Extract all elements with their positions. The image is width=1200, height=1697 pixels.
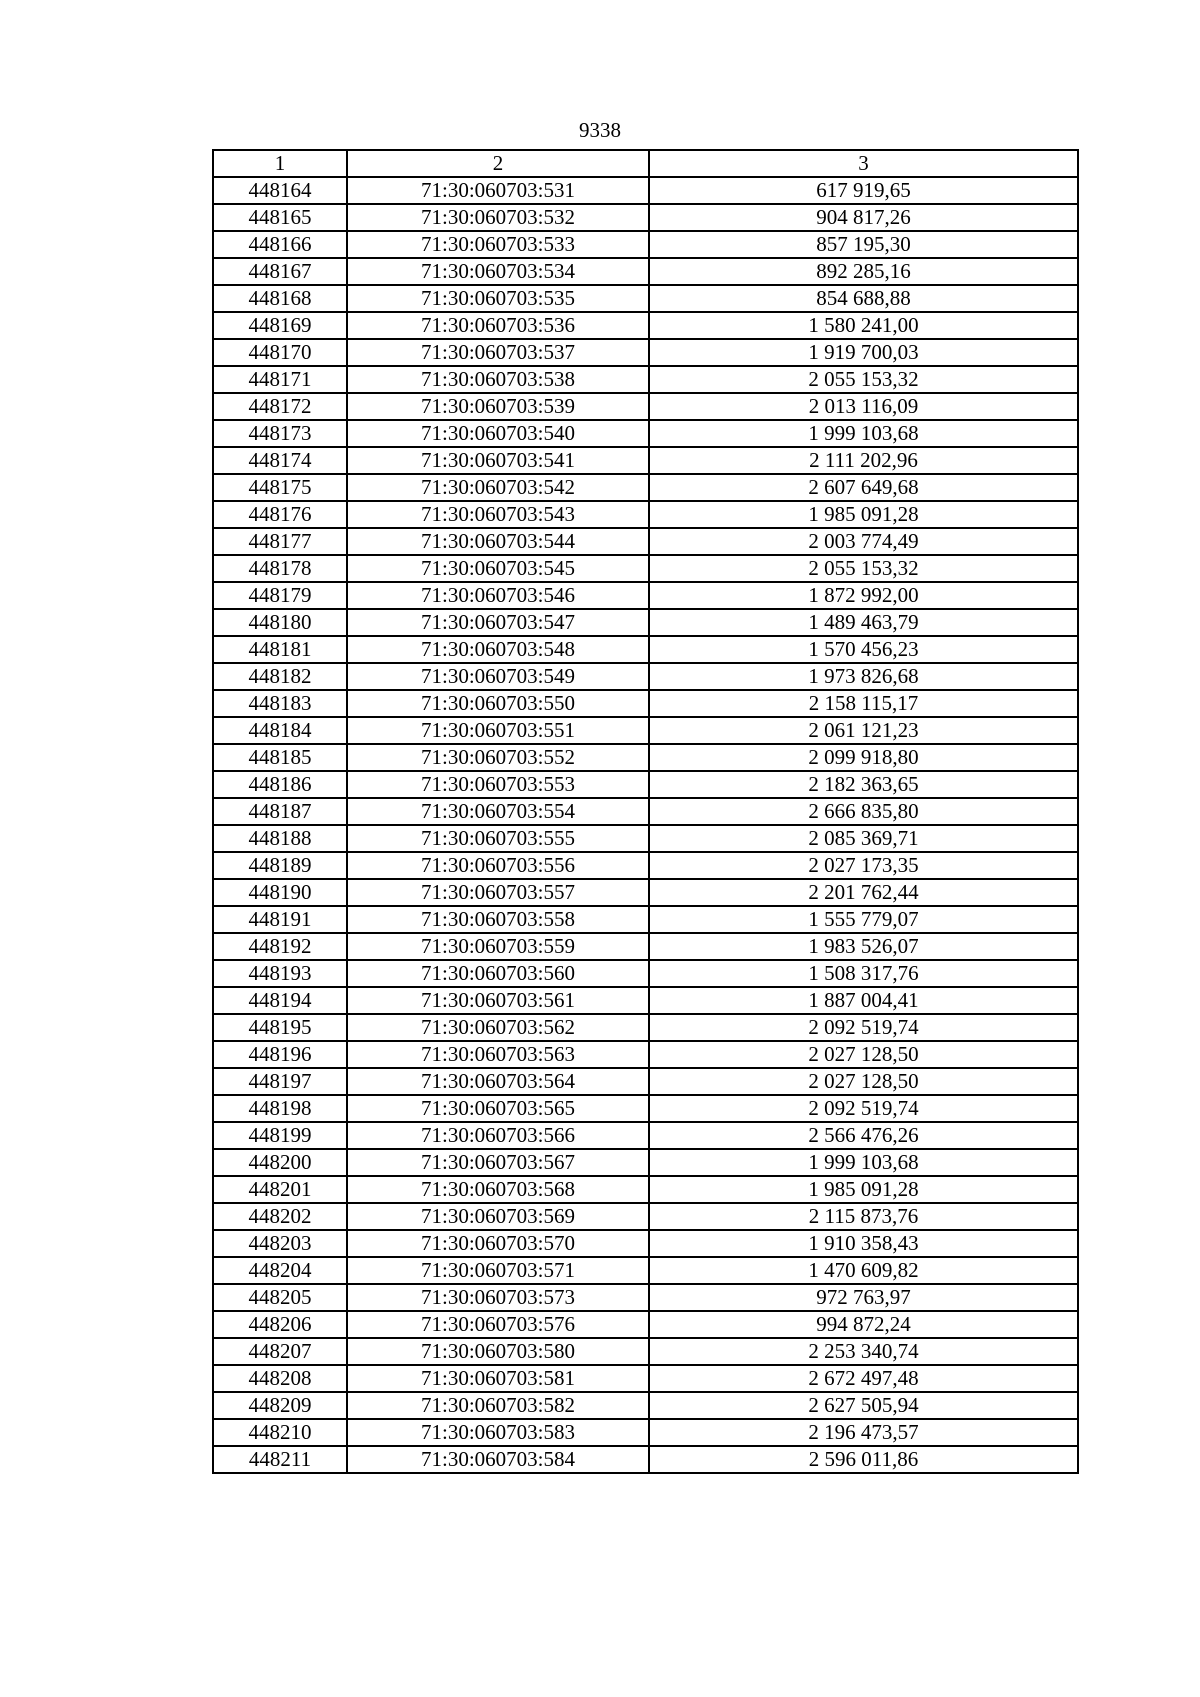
table-row (213, 447, 1078, 474)
cadastral-number-cell: 71:30:060703:571 (347, 1257, 649, 1284)
row-number-cell: 448164 (213, 177, 347, 204)
cadastral-number-cell: 71:30:060703:550 (347, 690, 649, 717)
value-cell: 2 607 649,68 (649, 474, 1078, 501)
cadastral-number-cell: 71:30:060703:545 (347, 555, 649, 582)
cadastral-number-cell: 71:30:060703:566 (347, 1122, 649, 1149)
table-row (213, 825, 1078, 852)
table-row (213, 474, 1078, 501)
row-number-cell: 448200 (213, 1149, 347, 1176)
row-number-cell: 448179 (213, 582, 347, 609)
row-number-cell: 448172 (213, 393, 347, 420)
row-number-cell: 448184 (213, 717, 347, 744)
cadastral-number-cell: 71:30:060703:567 (347, 1149, 649, 1176)
value-cell: 1 555 779,07 (649, 906, 1078, 933)
value-cell: 2 111 202,96 (649, 447, 1078, 474)
row-number-cell: 448167 (213, 258, 347, 285)
cadastral-number-cell: 71:30:060703:560 (347, 960, 649, 987)
value-cell: 1 985 091,28 (649, 501, 1078, 528)
table-row (213, 906, 1078, 933)
table-row (213, 1122, 1078, 1149)
cadastral-number-cell: 71:30:060703:583 (347, 1419, 649, 1446)
cadastral-number-cell: 71:30:060703:543 (347, 501, 649, 528)
value-cell: 1 872 992,00 (649, 582, 1078, 609)
cadastral-number-cell: 71:30:060703:533 (347, 231, 649, 258)
registry-table (212, 149, 1079, 1474)
table-row (213, 204, 1078, 231)
table-row (213, 609, 1078, 636)
cadastral-number-cell: 71:30:060703:552 (347, 744, 649, 771)
value-cell: 1 983 526,07 (649, 933, 1078, 960)
value-cell: 2 627 505,94 (649, 1392, 1078, 1419)
column-header-3: 3 (649, 150, 1078, 177)
cadastral-number-cell: 71:30:060703:569 (347, 1203, 649, 1230)
cadastral-number-cell: 71:30:060703:568 (347, 1176, 649, 1203)
value-cell: 2 061 121,23 (649, 717, 1078, 744)
cadastral-number-cell: 71:30:060703:541 (347, 447, 649, 474)
row-number-cell: 448208 (213, 1365, 347, 1392)
row-number-cell: 448174 (213, 447, 347, 474)
cadastral-number-cell: 71:30:060703:554 (347, 798, 649, 825)
value-cell: 854 688,88 (649, 285, 1078, 312)
row-number-cell: 448191 (213, 906, 347, 933)
cadastral-number-cell: 71:30:060703:576 (347, 1311, 649, 1338)
table-row (213, 393, 1078, 420)
cadastral-number-cell: 71:30:060703:542 (347, 474, 649, 501)
cadastral-number-cell: 71:30:060703:558 (347, 906, 649, 933)
cadastral-number-cell: 71:30:060703:563 (347, 1041, 649, 1068)
value-cell: 2 027 173,35 (649, 852, 1078, 879)
cadastral-number-cell: 71:30:060703:562 (347, 1014, 649, 1041)
cadastral-number-cell: 71:30:060703:559 (347, 933, 649, 960)
value-cell: 2 013 116,09 (649, 393, 1078, 420)
row-number-cell: 448178 (213, 555, 347, 582)
table-row (213, 1176, 1078, 1203)
row-number-cell: 448168 (213, 285, 347, 312)
value-cell: 1 999 103,68 (649, 1149, 1078, 1176)
value-cell: 2 566 476,26 (649, 1122, 1078, 1149)
value-cell: 2 055 153,32 (649, 366, 1078, 393)
cadastral-number-cell: 71:30:060703:561 (347, 987, 649, 1014)
value-cell: 2 003 774,49 (649, 528, 1078, 555)
row-number-cell: 448185 (213, 744, 347, 771)
value-cell: 857 195,30 (649, 231, 1078, 258)
row-number-cell: 448173 (213, 420, 347, 447)
value-cell: 972 763,97 (649, 1284, 1078, 1311)
row-number-cell: 448187 (213, 798, 347, 825)
value-cell: 2 085 369,71 (649, 825, 1078, 852)
row-number-cell: 448202 (213, 1203, 347, 1230)
table-row (213, 933, 1078, 960)
row-number-cell: 448165 (213, 204, 347, 231)
table-row (213, 501, 1078, 528)
table-row (213, 366, 1078, 393)
value-cell: 2 672 497,48 (649, 1365, 1078, 1392)
row-number-cell: 448209 (213, 1392, 347, 1419)
cadastral-number-cell: 71:30:060703:547 (347, 609, 649, 636)
row-number-cell: 448201 (213, 1176, 347, 1203)
row-number-cell: 448204 (213, 1257, 347, 1284)
cadastral-number-cell: 71:30:060703:537 (347, 339, 649, 366)
row-number-cell: 448171 (213, 366, 347, 393)
cadastral-number-cell: 71:30:060703:557 (347, 879, 649, 906)
table-row (213, 663, 1078, 690)
value-cell: 1 508 317,76 (649, 960, 1078, 987)
cadastral-number-cell: 71:30:060703:532 (347, 204, 649, 231)
cadastral-number-cell: 71:30:060703:544 (347, 528, 649, 555)
row-number-cell: 448197 (213, 1068, 347, 1095)
table-row (213, 744, 1078, 771)
value-cell: 2 158 115,17 (649, 690, 1078, 717)
table-row (213, 582, 1078, 609)
row-number-cell: 448169 (213, 312, 347, 339)
value-cell: 1 580 241,00 (649, 312, 1078, 339)
value-cell: 2 027 128,50 (649, 1068, 1078, 1095)
table-row (213, 258, 1078, 285)
row-number-cell: 448193 (213, 960, 347, 987)
row-number-cell: 448175 (213, 474, 347, 501)
column-header-2: 2 (347, 150, 649, 177)
cadastral-number-cell: 71:30:060703:556 (347, 852, 649, 879)
cadastral-number-cell: 71:30:060703:540 (347, 420, 649, 447)
table-row (213, 852, 1078, 879)
value-cell: 1 919 700,03 (649, 339, 1078, 366)
value-cell: 1 887 004,41 (649, 987, 1078, 1014)
value-cell: 617 919,65 (649, 177, 1078, 204)
row-number-cell: 448196 (213, 1041, 347, 1068)
table-row (213, 285, 1078, 312)
value-cell: 2 099 918,80 (649, 744, 1078, 771)
row-number-cell: 448189 (213, 852, 347, 879)
table-row (213, 420, 1078, 447)
table-row (213, 1392, 1078, 1419)
row-number-cell: 448166 (213, 231, 347, 258)
column-header-1: 1 (213, 150, 347, 177)
row-number-cell: 448170 (213, 339, 347, 366)
row-number-cell: 448180 (213, 609, 347, 636)
table-row (213, 1257, 1078, 1284)
value-cell: 2 182 363,65 (649, 771, 1078, 798)
cadastral-number-cell: 71:30:060703:546 (347, 582, 649, 609)
table-row (213, 1419, 1078, 1446)
row-number-cell: 448186 (213, 771, 347, 798)
value-cell: 2 115 873,76 (649, 1203, 1078, 1230)
table-row (213, 1230, 1078, 1257)
table-row (213, 1446, 1078, 1473)
value-cell: 2 027 128,50 (649, 1041, 1078, 1068)
table-row (213, 1068, 1078, 1095)
table-row (213, 636, 1078, 663)
cadastral-number-cell: 71:30:060703:551 (347, 717, 649, 744)
table-row (213, 231, 1078, 258)
cadastral-number-cell: 71:30:060703:570 (347, 1230, 649, 1257)
cadastral-number-cell: 71:30:060703:535 (347, 285, 649, 312)
table-row (213, 717, 1078, 744)
cadastral-number-cell: 71:30:060703:565 (347, 1095, 649, 1122)
cadastral-number-cell: 71:30:060703:555 (347, 825, 649, 852)
page-number: 9338 (579, 118, 621, 142)
table-row (213, 987, 1078, 1014)
cadastral-number-cell: 71:30:060703:581 (347, 1365, 649, 1392)
row-number-cell: 448207 (213, 1338, 347, 1365)
cadastral-number-cell: 71:30:060703:538 (347, 366, 649, 393)
row-number-cell: 448203 (213, 1230, 347, 1257)
cadastral-number-cell: 71:30:060703:539 (347, 393, 649, 420)
table-row (213, 528, 1078, 555)
row-number-cell: 448188 (213, 825, 347, 852)
table-row (213, 1311, 1078, 1338)
table-row (213, 771, 1078, 798)
row-number-cell: 448205 (213, 1284, 347, 1311)
value-cell: 904 817,26 (649, 204, 1078, 231)
value-cell: 892 285,16 (649, 258, 1078, 285)
table-row (213, 1284, 1078, 1311)
cadastral-number-cell: 71:30:060703:531 (347, 177, 649, 204)
table-row (213, 1041, 1078, 1068)
value-cell: 1 973 826,68 (649, 663, 1078, 690)
value-cell: 2 055 153,32 (649, 555, 1078, 582)
cadastral-number-cell: 71:30:060703:548 (347, 636, 649, 663)
value-cell: 2 196 473,57 (649, 1419, 1078, 1446)
row-number-cell: 448192 (213, 933, 347, 960)
table-row (213, 1203, 1078, 1230)
cadastral-number-cell: 71:30:060703:534 (347, 258, 649, 285)
cadastral-number-cell: 71:30:060703:549 (347, 663, 649, 690)
value-cell: 1 910 358,43 (649, 1230, 1078, 1257)
table-row (213, 690, 1078, 717)
table-row (213, 1095, 1078, 1122)
row-number-cell: 448177 (213, 528, 347, 555)
table-row (213, 177, 1078, 204)
table-row (213, 1338, 1078, 1365)
value-cell: 2 596 011,86 (649, 1446, 1078, 1473)
table-body (213, 177, 1078, 1473)
value-cell: 1 999 103,68 (649, 420, 1078, 447)
row-number-cell: 448182 (213, 663, 347, 690)
registry-table-container (212, 149, 1077, 1474)
table-row (213, 339, 1078, 366)
table-row (213, 1149, 1078, 1176)
row-number-cell: 448181 (213, 636, 347, 663)
value-cell: 2 092 519,74 (649, 1014, 1078, 1041)
cadastral-number-cell: 71:30:060703:536 (347, 312, 649, 339)
table-row (213, 555, 1078, 582)
table-row (213, 312, 1078, 339)
table-row (213, 1014, 1078, 1041)
value-cell: 2 666 835,80 (649, 798, 1078, 825)
row-number-cell: 448210 (213, 1419, 347, 1446)
value-cell: 2 092 519,74 (649, 1095, 1078, 1122)
cadastral-number-cell: 71:30:060703:564 (347, 1068, 649, 1095)
row-number-cell: 448194 (213, 987, 347, 1014)
row-number-cell: 448198 (213, 1095, 347, 1122)
value-cell: 994 872,24 (649, 1311, 1078, 1338)
table-row (213, 1365, 1078, 1392)
cadastral-number-cell: 71:30:060703:553 (347, 771, 649, 798)
cadastral-number-cell: 71:30:060703:573 (347, 1284, 649, 1311)
table-header-row (213, 150, 1078, 177)
table-row (213, 879, 1078, 906)
cadastral-number-cell: 71:30:060703:582 (347, 1392, 649, 1419)
row-number-cell: 448199 (213, 1122, 347, 1149)
value-cell: 1 470 609,82 (649, 1257, 1078, 1284)
row-number-cell: 448206 (213, 1311, 347, 1338)
value-cell: 1 489 463,79 (649, 609, 1078, 636)
table-row (213, 798, 1078, 825)
value-cell: 2 201 762,44 (649, 879, 1078, 906)
row-number-cell: 448195 (213, 1014, 347, 1041)
row-number-cell: 448211 (213, 1446, 347, 1473)
cadastral-number-cell: 71:30:060703:584 (347, 1446, 649, 1473)
value-cell: 1 985 091,28 (649, 1176, 1078, 1203)
value-cell: 2 253 340,74 (649, 1338, 1078, 1365)
cadastral-number-cell: 71:30:060703:580 (347, 1338, 649, 1365)
row-number-cell: 448176 (213, 501, 347, 528)
row-number-cell: 448190 (213, 879, 347, 906)
value-cell: 1 570 456,23 (649, 636, 1078, 663)
row-number-cell: 448183 (213, 690, 347, 717)
table-row (213, 960, 1078, 987)
